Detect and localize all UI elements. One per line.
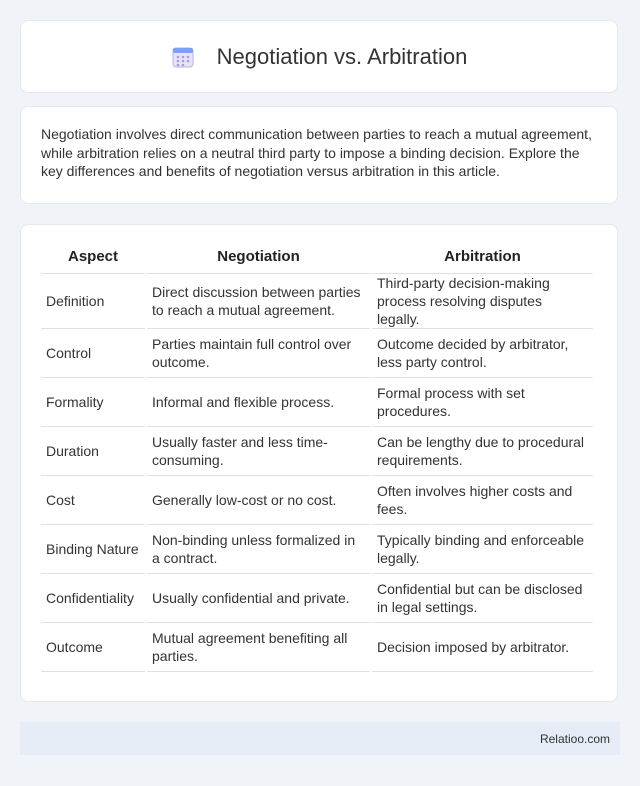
table-row [41, 427, 593, 476]
title-card [20, 20, 618, 93]
arbitration-cell: Outcome decided by arbitrator, less party control. [372, 329, 593, 378]
aspect-cell: Formality [41, 378, 145, 427]
table-row [41, 574, 593, 623]
page-title: Negotiation vs. Arbitration [216, 43, 468, 69]
arbitration-cell: Confidential but can be disclosed in legal settings. [372, 574, 593, 623]
table-header-row [41, 245, 593, 274]
aspect-cell: Duration [41, 427, 145, 476]
intro-card [20, 106, 618, 204]
aspect-cell: Binding Nature [41, 525, 145, 574]
column-header-arbitration: Arbitration [372, 245, 593, 274]
column-header-aspect: Aspect [41, 245, 145, 274]
arbitration-cell: Can be lengthy due to procedural requirements. [372, 427, 593, 476]
column-header-negotiation: Negotiation [147, 245, 370, 274]
intro-text: Negotiation involves direct communication between parties to reach a mutual agreement, while arbitration relies on a neutral third party to impose a binding decision. Explore the key differences and benefits of negotiation versus arbitration in this article. [41, 126, 592, 179]
aspect-cell: Outcome [41, 623, 145, 672]
arbitration-cell: Often involves higher costs and fees. [372, 476, 593, 525]
arbitration-cell: Decision imposed by arbitrator. [372, 623, 593, 672]
negotiation-cell: Usually confidential and private. [147, 574, 370, 623]
table-row [41, 476, 593, 525]
negotiation-cell: Informal and flexible process. [147, 378, 370, 427]
table-row [41, 274, 593, 329]
negotiation-cell: Parties maintain full control over outcome. [147, 329, 370, 378]
footer [20, 722, 620, 755]
footer-site-name: Relatioo.com [539, 731, 610, 746]
table-row [41, 623, 593, 672]
negotiation-cell: Non-binding unless formalized in a contract. [147, 525, 370, 574]
arbitration-cell: Third-party decision-making process resolving disputes legally. [372, 274, 593, 329]
table-row [41, 378, 593, 427]
table-row [41, 329, 593, 378]
negotiation-cell: Usually faster and less time-consuming. [147, 427, 370, 476]
calendar-icon [171, 45, 195, 69]
negotiation-cell: Mutual agreement benefiting all parties. [147, 623, 370, 672]
aspect-cell: Confidentiality [41, 574, 145, 623]
arbitration-cell: Formal process with set procedures. [372, 378, 593, 427]
aspect-cell: Control [41, 329, 145, 378]
aspect-cell: Cost [41, 476, 145, 525]
comparison-card [20, 224, 618, 702]
arbitration-cell: Typically binding and enforceable legally. [372, 525, 593, 574]
negotiation-cell: Generally low-cost or no cost. [147, 476, 370, 525]
negotiation-cell: Direct discussion between parties to reach a mutual agreement. [147, 274, 370, 329]
aspect-cell: Definition [41, 274, 145, 329]
table-row [41, 525, 593, 574]
comparison-table [39, 245, 595, 672]
